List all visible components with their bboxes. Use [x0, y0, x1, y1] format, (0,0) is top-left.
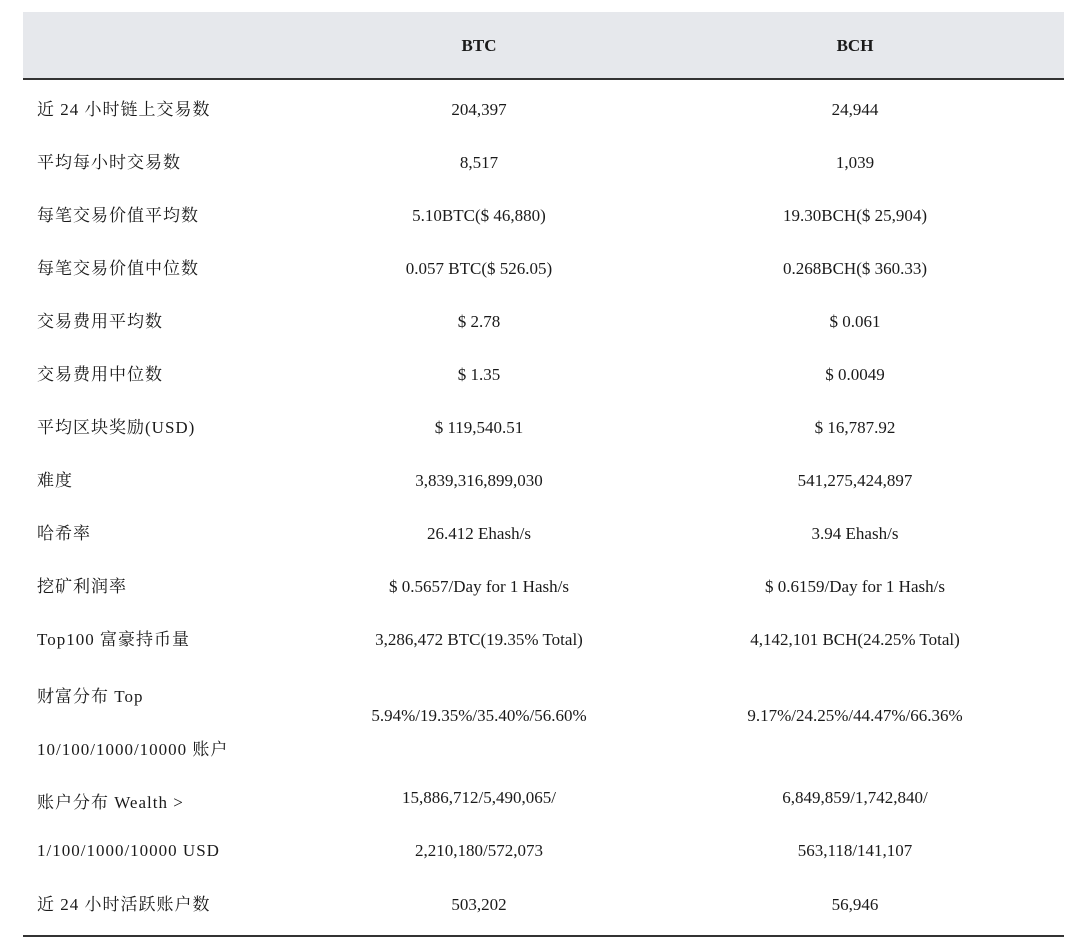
table-row-account-distribution — [23, 772, 1064, 878]
table-bottom-rule — [23, 935, 1064, 937]
row-label-line1: 财富分布 Top — [37, 687, 144, 706]
table-row — [23, 189, 1064, 242]
table-row — [23, 507, 1064, 560]
row-label: 近 24 小时链上交易数 — [37, 100, 211, 119]
table-row — [23, 878, 1064, 931]
table-row — [23, 401, 1064, 454]
row-label: 哈希率 — [37, 524, 91, 543]
row-label: 近 24 小时活跃账户数 — [37, 895, 211, 914]
table-row — [23, 295, 1064, 348]
row-label: 每笔交易价值中位数 — [37, 259, 199, 278]
btc-value: 5.10BTC($ 46,880) — [412, 206, 546, 225]
table-header — [23, 12, 1064, 80]
table-row-wealth-distribution — [23, 666, 1064, 772]
row-label: 难度 — [37, 471, 73, 490]
bch-value: 541,275,424,897 — [797, 471, 913, 490]
btc-value-line1: 15,886,712/5,490,065/ — [402, 788, 556, 807]
btc-value: 0.057 BTC($ 526.05) — [405, 259, 553, 278]
header-bch: BCH — [836, 36, 874, 55]
btc-value: 8,517 — [459, 153, 499, 172]
btc-value: 503,202 — [451, 895, 507, 914]
row-label-line1: 账户分布 Wealth > — [37, 793, 184, 812]
bch-value: 4,142,101 BCH(24.25% Total) — [750, 630, 960, 649]
table-row — [23, 83, 1064, 136]
bch-value: $ 16,787.92 — [814, 418, 896, 437]
btc-value: 3,839,316,899,030 — [415, 471, 543, 490]
btc-value: 3,286,472 BTC(19.35% Total) — [375, 630, 583, 649]
comparison-table — [23, 12, 1064, 937]
table-row — [23, 613, 1064, 666]
bch-value: 9.17%/24.25%/44.47%/66.36% — [747, 706, 963, 725]
btc-value: 26.412 Ehash/s — [427, 524, 531, 543]
table-row — [23, 136, 1064, 189]
row-label: 平均区块奖励(USD) — [37, 418, 196, 437]
row-label-line2: 1/100/1000/10000 USD — [37, 841, 220, 860]
bch-value: 56,946 — [831, 895, 879, 914]
btc-value: $ 2.78 — [457, 312, 501, 331]
btc-value: $ 0.5657/Day for 1 Hash/s — [389, 577, 569, 596]
btc-value: $ 1.35 — [457, 365, 501, 384]
row-label-line2: 10/100/1000/10000 账户 — [37, 740, 229, 759]
bch-value: $ 0.0049 — [825, 365, 885, 384]
table-row — [23, 242, 1064, 295]
table-row — [23, 454, 1064, 507]
btc-value-line2: 2,210,180/572,073 — [415, 841, 543, 860]
row-label: 交易费用平均数 — [37, 312, 163, 331]
bch-value: 1,039 — [835, 153, 875, 172]
row-label: 每笔交易价值平均数 — [37, 206, 199, 225]
bch-value: 0.268BCH($ 360.33) — [782, 259, 928, 278]
btc-value: 5.94%/19.35%/35.40%/56.60% — [371, 706, 587, 725]
table-row — [23, 348, 1064, 401]
row-label: 交易费用中位数 — [37, 365, 163, 384]
bch-value-line1: 6,849,859/1,742,840/ — [782, 788, 928, 807]
bch-value: $ 0.6159/Day for 1 Hash/s — [765, 577, 945, 596]
btc-value: $ 119,540.51 — [434, 418, 524, 437]
bch-value-line2: 563,118/141,107 — [797, 841, 913, 860]
bch-value: 3.94 Ehash/s — [811, 524, 899, 543]
bch-value: $ 0.061 — [829, 312, 881, 331]
btc-value: 204,397 — [451, 100, 507, 119]
header-btc: BTC — [461, 36, 497, 55]
row-label: Top100 富豪持币量 — [37, 630, 190, 649]
bch-value: 19.30BCH($ 25,904) — [782, 206, 928, 225]
row-label: 挖矿利润率 — [37, 577, 127, 596]
bch-value: 24,944 — [831, 100, 879, 119]
row-label: 平均每小时交易数 — [37, 153, 181, 172]
table-row — [23, 560, 1064, 613]
